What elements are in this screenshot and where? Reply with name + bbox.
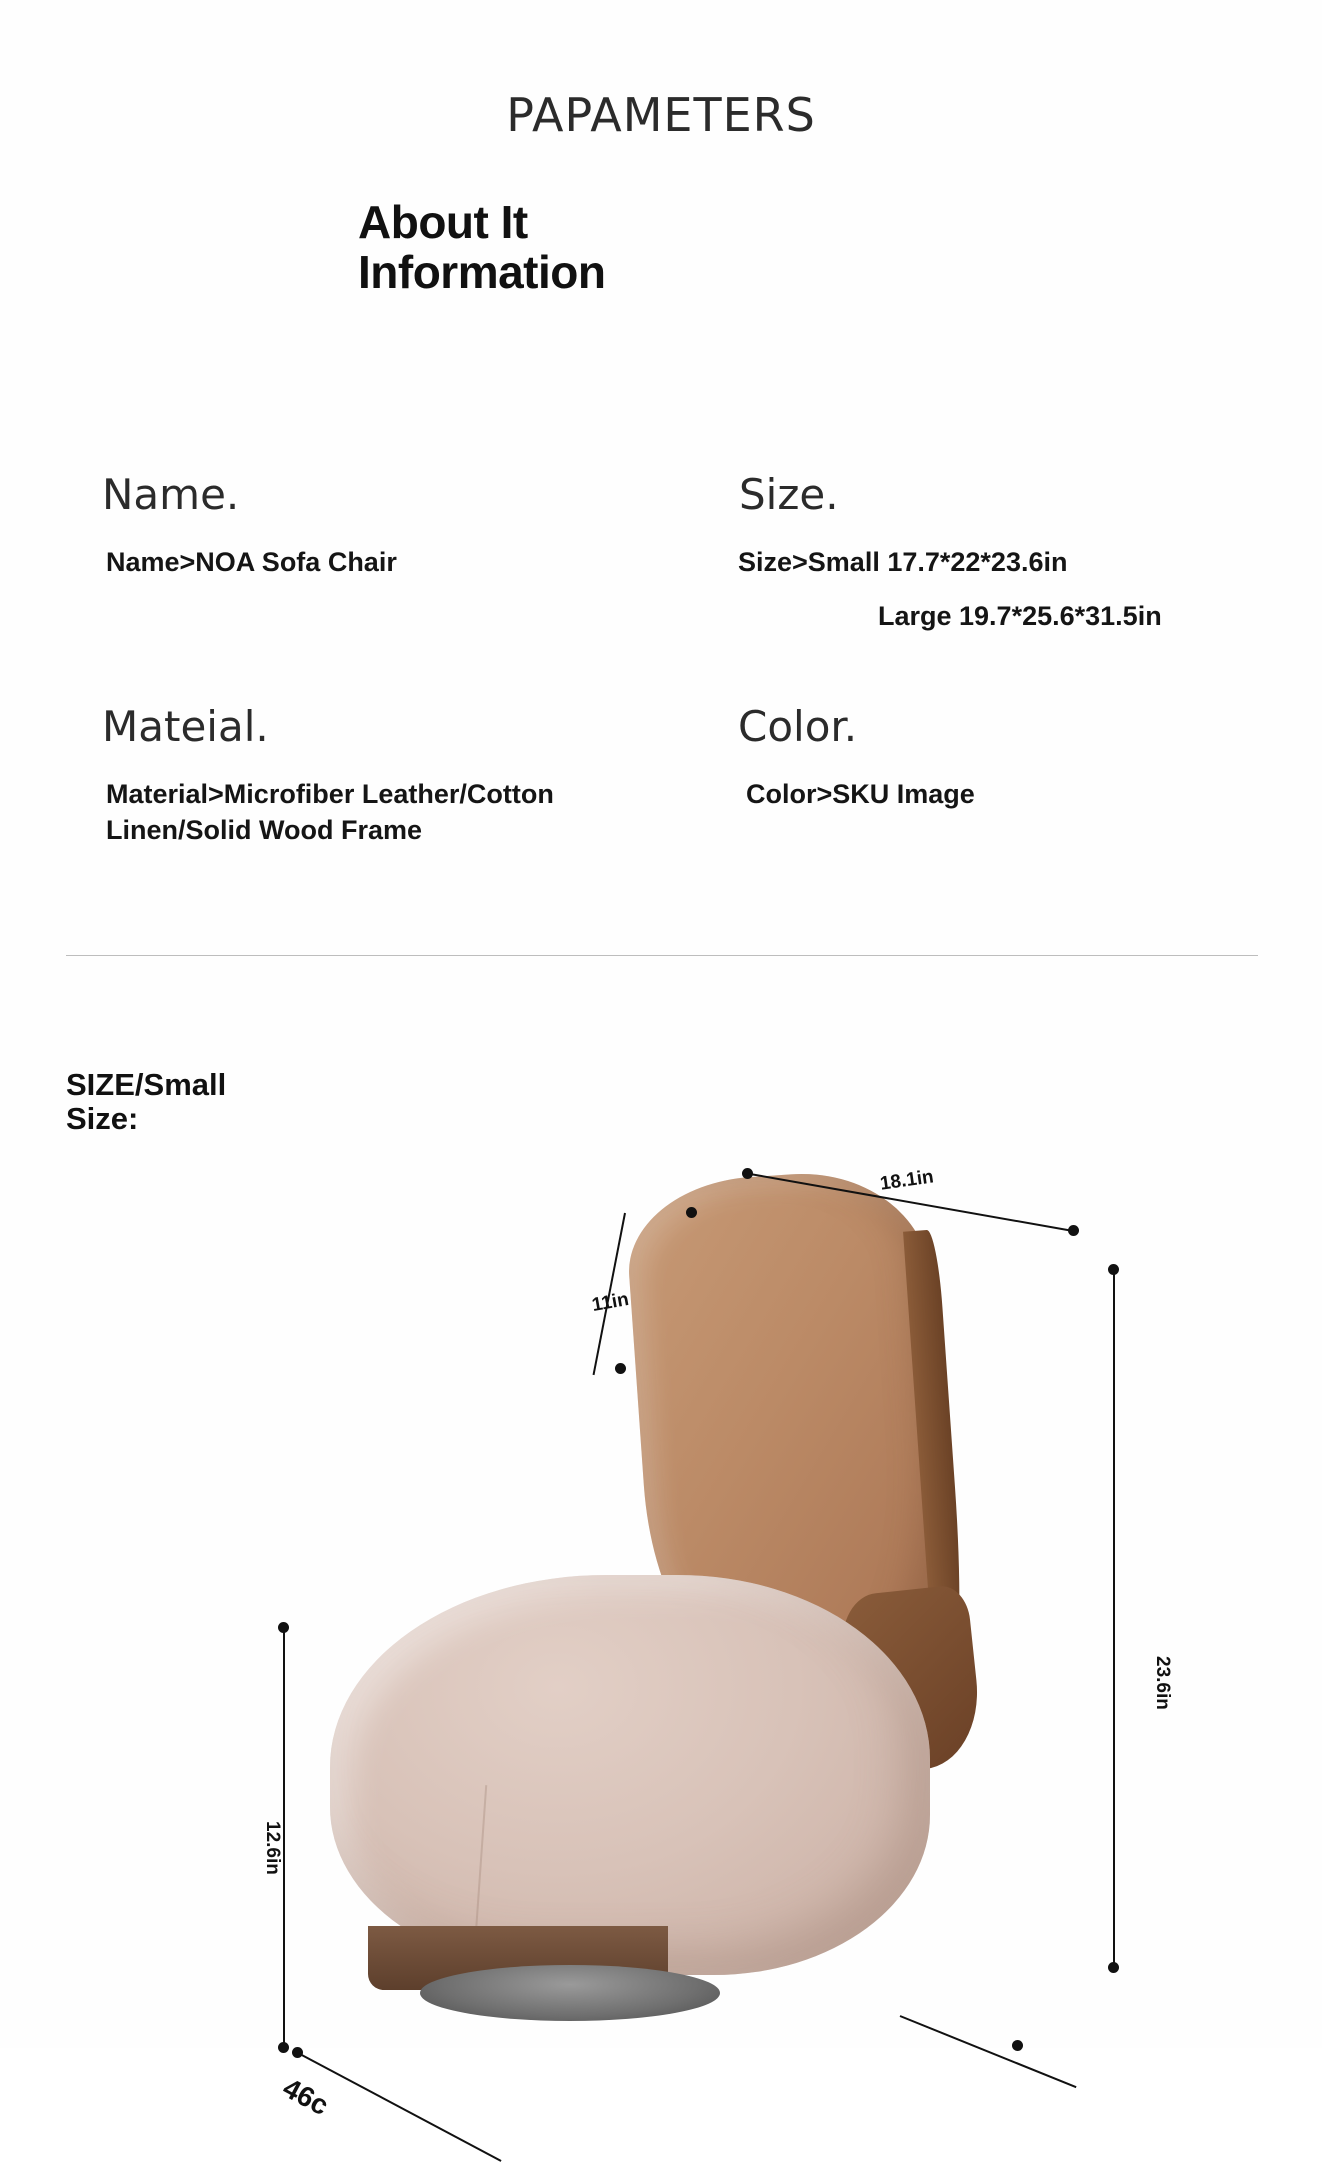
dimension-dot-top-right bbox=[1068, 1225, 1079, 1236]
dimension-dot-seat-height-top bbox=[278, 1622, 289, 1633]
about-heading bbox=[358, 198, 605, 297]
size-field-title: Size. bbox=[739, 470, 839, 519]
size-field-value-large: Large 19.7*25.6*31.5in bbox=[878, 600, 1162, 631]
chair-diagram bbox=[0, 1120, 1322, 2122]
info-cell-name bbox=[102, 470, 682, 581]
dimension-dot-bottom-right bbox=[1012, 2040, 1023, 2051]
dimension-line-seat-width bbox=[298, 2052, 502, 2162]
dimension-dot-height-bottom bbox=[1108, 1962, 1119, 1973]
dimension-dot-seat-width-left bbox=[292, 2047, 303, 2058]
size-section-heading-line1: SIZE/Small bbox=[66, 1067, 227, 1102]
about-heading-line2: Information bbox=[358, 245, 606, 298]
section-divider bbox=[66, 955, 1258, 956]
page-title: PAPAMETERS bbox=[506, 88, 816, 142]
dimension-label-back-depth: 11in bbox=[590, 1288, 631, 1317]
info-grid bbox=[0, 470, 1322, 870]
dimension-label-top-width: 18.1in bbox=[878, 1166, 936, 1195]
info-cell-size bbox=[738, 470, 1298, 634]
chair-swivel-plate bbox=[420, 1965, 720, 2021]
dimension-label-total-height: 23.6in bbox=[1152, 1656, 1173, 1710]
dimension-dot-top-left bbox=[742, 1168, 753, 1179]
dimension-line-seat-height bbox=[283, 1628, 285, 2048]
color-field-title: Color. bbox=[738, 702, 858, 751]
dimension-line-total-height bbox=[1113, 1270, 1115, 1970]
dimension-label-seat-height: 12.6in bbox=[262, 1821, 283, 1875]
dimension-dot-height-top bbox=[1108, 1264, 1119, 1275]
name-field-value: Name>NOA Sofa Chair bbox=[106, 547, 397, 577]
material-field-value: Material>Microfiber Leather/Cotton Linen/Solid Wood Frame bbox=[106, 779, 554, 845]
info-cell-color bbox=[738, 702, 1298, 813]
material-field-title: Mateial. bbox=[102, 702, 269, 751]
about-heading-line1: About It bbox=[358, 196, 528, 248]
size-field-value-small: Size>Small 17.7*22*23.6in bbox=[738, 547, 1068, 577]
name-field-title: Name. bbox=[102, 470, 240, 519]
dimension-dot-back-depth-top bbox=[686, 1207, 697, 1218]
dimension-line-bottom-right bbox=[900, 2015, 1077, 2088]
dimension-dot-back-depth-bottom bbox=[615, 1363, 626, 1374]
chair-seat-crease bbox=[475, 1785, 487, 1935]
chair-seat bbox=[330, 1575, 930, 1975]
info-cell-material bbox=[102, 702, 702, 848]
color-field-value: Color>SKU Image bbox=[746, 779, 975, 809]
dimension-label-seat-width: 46c bbox=[277, 2071, 334, 2122]
size-section-heading-line2: Size: bbox=[66, 1101, 139, 1137]
